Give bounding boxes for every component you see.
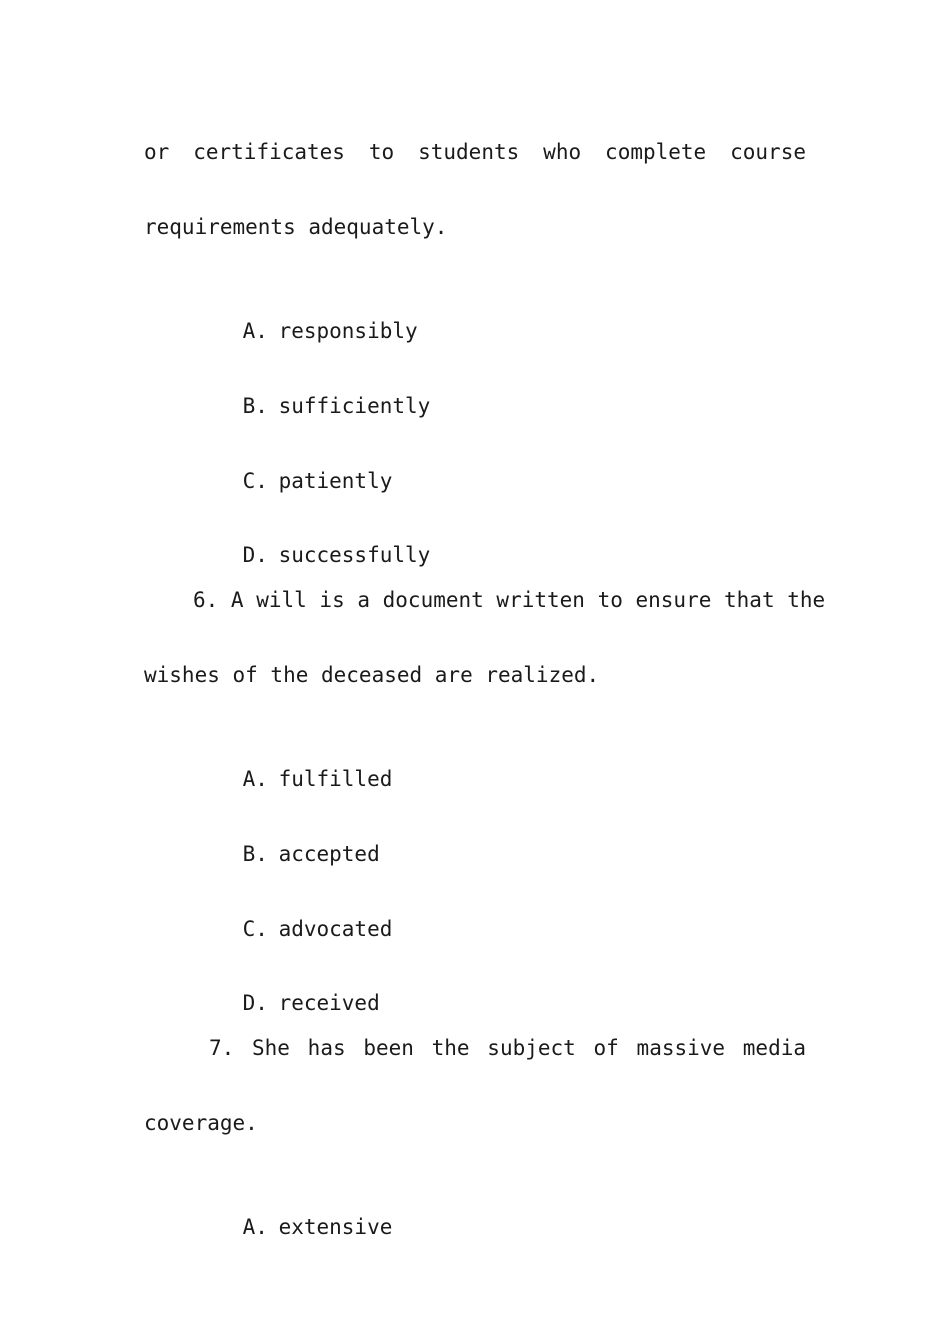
question-6-stem-line-2: wishes of the deceased are realized.: [144, 663, 600, 687]
option-text: extensive: [278, 1215, 393, 1239]
option-letter: C.: [242, 469, 268, 493]
question-5-option-b: [192, 361, 792, 418]
question-5-stem-line-1: or certificates to students who complete course: [144, 140, 806, 164]
option-letter: C.: [242, 917, 268, 941]
question-6-option-a: [192, 734, 792, 791]
question-6-option-d: [192, 958, 792, 1015]
question-5-stem-line-2: requirements adequately.: [144, 215, 448, 239]
option-letter: A.: [242, 319, 268, 343]
question-6-stem-line-1: 6. A will is a document written to ensure that the: [193, 588, 826, 612]
option-letter: B.: [242, 394, 268, 418]
option-text: sufficiently: [278, 394, 431, 418]
option-text: fulfilled: [278, 767, 393, 791]
option-letter: A.: [242, 1215, 268, 1239]
question-6-option-b: [192, 809, 792, 866]
question-7-stem-line-2: coverage.: [144, 1111, 258, 1135]
question-6-option-c: [192, 884, 792, 941]
option-letter: B.: [242, 842, 268, 866]
option-text: accepted: [278, 842, 380, 866]
question-5-option-c: [192, 436, 792, 493]
option-text: advocated: [278, 917, 393, 941]
option-text: responsibly: [278, 319, 418, 343]
option-text: patiently: [278, 469, 393, 493]
option-text: successfully: [278, 543, 431, 567]
option-letter: D.: [242, 991, 268, 1015]
question-7-option-a: [192, 1182, 792, 1239]
question-7-stem-line-1: 7. She has been the subject of massive media: [209, 1036, 806, 1060]
option-text: received: [278, 991, 380, 1015]
option-letter: A.: [242, 767, 268, 791]
question-5-option-d: [192, 510, 792, 567]
option-letter: D.: [242, 543, 268, 567]
question-5-option-a: [192, 286, 792, 343]
